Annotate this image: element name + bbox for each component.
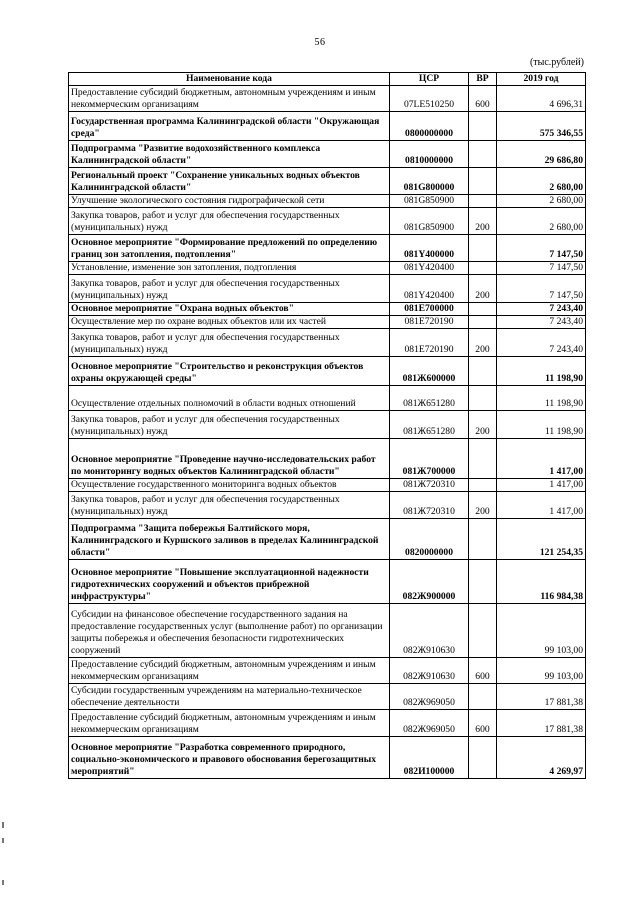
cell-name: Основное мероприятие "Проведение научно-исследовательских работ по мониторингу водных объектов Калининградской области" [69, 439, 390, 479]
table-header-row [69, 73, 586, 86]
cell-name: Осуществление государственного мониторинга водных объектов [69, 479, 390, 492]
cell-amount: 4 696,31 [497, 86, 586, 112]
table-row [69, 195, 586, 208]
cell-amount: 29 686,80 [497, 141, 586, 168]
cell-code: 082Ж969050 [390, 710, 469, 737]
cell-name: Осуществление отдельных полномочий в области водных отношений [69, 386, 390, 411]
cell-vr: 200 [469, 329, 497, 357]
cell-name: Закупка товаров, работ и услуг для обеспечения государственных (муниципальных) нужд [69, 411, 390, 439]
table-row [69, 604, 586, 658]
table-row [69, 86, 586, 112]
table-row [69, 439, 586, 479]
cell-name: Субсидии на финансовое обеспечение государственного задания на предоставление государственных услуг (выполнение работ) по организации защиты побережья и обеспечения безопасности гидротехнических сооружений [69, 604, 390, 658]
cell-name: Предоставление субсидий бюджетным, автономным учреждениям и иным некоммерческим организациям [69, 86, 390, 112]
cell-vr: 200 [469, 208, 497, 235]
cell-vr [469, 168, 497, 195]
cell-code: 081G800000 [390, 168, 469, 195]
cell-code: 081Ж651280 [390, 386, 469, 411]
cell-vr [469, 262, 497, 275]
cell-amount: 17 881,38 [497, 684, 586, 710]
cell-vr [469, 195, 497, 208]
cell-name: Закупка товаров, работ и услуг для обеспечения государственных (муниципальных) нужд [69, 492, 390, 519]
cell-amount: 7 147,50 [497, 275, 586, 303]
table-row [69, 235, 586, 262]
cell-name: Подпрограмма "Развитие водохозяйственного комплекса Калининградской области" [69, 141, 390, 168]
cell-vr: 600 [469, 658, 497, 684]
cell-amount: 99 103,00 [497, 658, 586, 684]
cell-name: Основное мероприятие "Повышение эксплуатационной надежности гидротехнических сооружений и объектов прибрежной инфраструктуры" [69, 560, 390, 604]
cell-vr [469, 560, 497, 604]
cell-vr [469, 357, 497, 386]
cell-name: Региональный проект "Сохранение уникальных водных объектов Калининградской области" [69, 168, 390, 195]
cell-code: 082Ж910630 [390, 658, 469, 684]
cell-code: 081Ж600000 [390, 357, 469, 386]
header-amount: 2019 год [497, 73, 586, 86]
page-number: 56 [314, 37, 326, 48]
cell-amount: 11 198,90 [497, 357, 586, 386]
cell-name: Закупка товаров, работ и услуг для обеспечения государственных (муниципальных) нужд [69, 329, 390, 357]
cell-name: Установление, изменение зон затопления, подтопления [69, 262, 390, 275]
table-row [69, 519, 586, 560]
table-row [69, 141, 586, 168]
cell-amount: 1 417,00 [497, 439, 586, 479]
cell-code: 081E720190 [390, 329, 469, 357]
cell-code: 081Y400000 [390, 235, 469, 262]
cell-name: Основное мероприятие "Разработка современного природного, социально-экономического и правового обоснования берегозащитных мероприятий" [69, 737, 390, 779]
cell-code: 081Y420400 [390, 262, 469, 275]
cell-vr [469, 479, 497, 492]
cell-vr [469, 684, 497, 710]
table-row [69, 737, 586, 779]
cell-vr [469, 439, 497, 479]
table-row [69, 262, 586, 275]
scan-mark [2, 838, 4, 843]
cell-name: Закупка товаров, работ и услуг для обеспечения государственных (муниципальных) нужд [69, 208, 390, 235]
cell-amount: 11 198,90 [497, 411, 586, 439]
cell-code: 0800000000 [390, 112, 469, 141]
cell-name: Основное мероприятие "Формирование предложений по определению границ зон затопления, подтопления" [69, 235, 390, 262]
table-row [69, 275, 586, 303]
cell-code: 0810000000 [390, 141, 469, 168]
table-body [69, 86, 586, 779]
table-row [69, 479, 586, 492]
cell-vr [469, 316, 497, 329]
cell-code: 081Ж700000 [390, 439, 469, 479]
cell-amount: 1 417,00 [497, 492, 586, 519]
cell-vr: 200 [469, 411, 497, 439]
cell-vr [469, 235, 497, 262]
cell-vr [469, 604, 497, 658]
table-row [69, 386, 586, 411]
cell-vr: 600 [469, 710, 497, 737]
cell-amount: 575 346,55 [497, 112, 586, 141]
table-row [69, 492, 586, 519]
cell-vr: 600 [469, 86, 497, 112]
cell-code: 07LE510250 [390, 86, 469, 112]
cell-name: Основное мероприятие "Строительство и реконструкция объектов охраны окружающей среды" [69, 357, 390, 386]
table-row [69, 684, 586, 710]
cell-code: 081Ж651280 [390, 411, 469, 439]
cell-amount: 99 103,00 [497, 604, 586, 658]
cell-code: 081Ж720310 [390, 492, 469, 519]
cell-amount: 2 680,00 [497, 208, 586, 235]
cell-name: Субсидии государственным учреждениям на материально-техническое обеспечение деятельности [69, 684, 390, 710]
table-row [69, 168, 586, 195]
cell-amount: 17 881,38 [497, 710, 586, 737]
header-name: Наименование кода [69, 73, 390, 86]
table-row [69, 112, 586, 141]
cell-name: Осуществление мер по охране водных объектов или их частей [69, 316, 390, 329]
unit-label: (тыс.рублей) [529, 57, 584, 68]
cell-amount: 4 269,97 [497, 737, 586, 779]
table-row [69, 560, 586, 604]
cell-name: Основное мероприятие "Охрана водных объектов" [69, 303, 390, 316]
cell-name: Улучшение экологического состояния гидрографической сети [69, 195, 390, 208]
table-row [69, 208, 586, 235]
cell-name: Закупка товаров, работ и услуг для обеспечения государственных (муниципальных) нужд [69, 275, 390, 303]
cell-amount: 2 680,00 [497, 195, 586, 208]
cell-amount: 1 417,00 [497, 479, 586, 492]
cell-amount: 7 147,50 [497, 235, 586, 262]
cell-vr [469, 141, 497, 168]
cell-amount: 7 147,50 [497, 262, 586, 275]
cell-code: 081G850900 [390, 208, 469, 235]
cell-vr: 200 [469, 492, 497, 519]
cell-name: Предоставление субсидий бюджетным, автономным учреждениям и иным некоммерческим организациям [69, 658, 390, 684]
cell-vr [469, 386, 497, 411]
budget-table [68, 72, 586, 779]
cell-amount: 7 243,40 [497, 316, 586, 329]
cell-name: Подпрограмма "Защита побережья Балтийского моря, Калининградского и Куршского заливов в пределах Калининградской области" [69, 519, 390, 560]
cell-amount: 7 243,40 [497, 303, 586, 316]
cell-code: 081Ж720310 [390, 479, 469, 492]
cell-code: 082Ж969050 [390, 684, 469, 710]
cell-amount: 116 984,38 [497, 560, 586, 604]
cell-vr: 200 [469, 275, 497, 303]
cell-code: 0820000000 [390, 519, 469, 560]
table-row [69, 411, 586, 439]
cell-amount: 11 198,90 [497, 386, 586, 411]
cell-amount: 2 680,00 [497, 168, 586, 195]
table-row [69, 316, 586, 329]
cell-vr [469, 519, 497, 560]
cell-amount: 121 254,35 [497, 519, 586, 560]
cell-code: 082Ж900000 [390, 560, 469, 604]
cell-code: 081Y420400 [390, 275, 469, 303]
cell-code: 081E700000 [390, 303, 469, 316]
cell-code: 081E720190 [390, 316, 469, 329]
table-row [69, 329, 586, 357]
cell-code: 082Ж910630 [390, 604, 469, 658]
cell-amount: 7 243,40 [497, 329, 586, 357]
cell-vr [469, 737, 497, 779]
cell-vr [469, 303, 497, 316]
cell-code: 081G850900 [390, 195, 469, 208]
header-vr: ВР [469, 73, 497, 86]
cell-code: 082И100000 [390, 737, 469, 779]
table-row [69, 303, 586, 316]
cell-name: Предоставление субсидий бюджетным, автономным учреждениям и иным некоммерческим организациям [69, 710, 390, 737]
table-row [69, 658, 586, 684]
cell-vr [469, 112, 497, 141]
header-code: ЦСР [390, 73, 469, 86]
scan-mark [2, 880, 4, 885]
table-row [69, 710, 586, 737]
scan-mark [2, 822, 4, 828]
table-row [69, 357, 586, 386]
cell-name: Государственная программа Калининградской области "Окружающая среда" [69, 112, 390, 141]
